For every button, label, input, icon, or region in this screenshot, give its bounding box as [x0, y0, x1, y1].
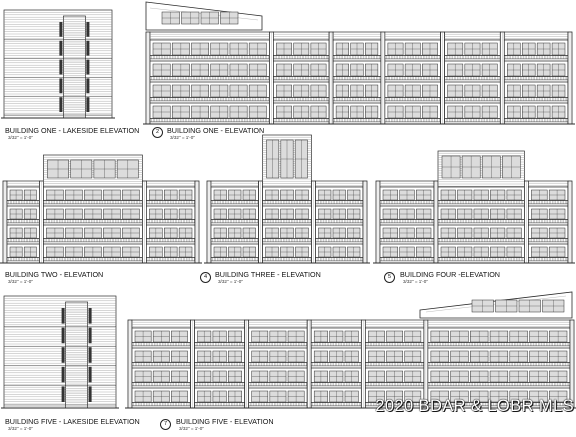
b5-elev-title: BUILDING FIVE - ELEVATION [176, 417, 274, 426]
b4-elevation [373, 151, 575, 263]
b1-elev-scale: 3/32" = 1'-0" [170, 135, 195, 140]
b4-elev-scale: 3/32" = 1'-0" [403, 279, 428, 284]
b5-roof-slope [420, 292, 572, 318]
b5-elev-number: 7 [160, 419, 171, 430]
b5-lakeside-elevation [1, 296, 119, 408]
b1-lakeside-title: BUILDING ONE - LAKESIDE ELEVATION [5, 126, 140, 135]
b1-elev-number: 2 [152, 127, 163, 138]
b1-elev-title: BUILDING ONE - ELEVATION [167, 126, 265, 135]
mls-watermark: 2020 BDAR & LOBR MLS [375, 397, 574, 415]
b3-elev-title: BUILDING THREE - ELEVATION [215, 270, 321, 279]
b2-elev-scale: 3/32" = 1'-0" [8, 279, 33, 284]
b3-elev-scale: 3/32" = 1'-0" [218, 279, 243, 284]
b2-elevation [0, 155, 202, 263]
b5-elevation [125, 320, 576, 408]
b5-elev-scale: 3/32" = 1'-0" [179, 426, 204, 431]
b2-elev-title: BUILDING TWO - ELEVATION [5, 270, 104, 279]
b3-elev-number: 4 [200, 272, 211, 283]
b1-lakeside-elevation [1, 10, 115, 118]
b1-lakeside-scale: 3/32" = 1'-0" [8, 135, 33, 140]
b4-elev-number: 5 [384, 272, 395, 283]
b5-lakeside-title: BUILDING FIVE - LAKESIDE ELEVATION [5, 417, 140, 426]
b1-roof-slope [146, 2, 262, 30]
b1-elevation [143, 32, 575, 124]
b3-elevation [204, 135, 370, 263]
b4-elev-title: BUILDING FOUR -ELEVATION [400, 270, 500, 279]
b5-lakeside-scale: 3/32" = 1'-0" [8, 426, 33, 431]
